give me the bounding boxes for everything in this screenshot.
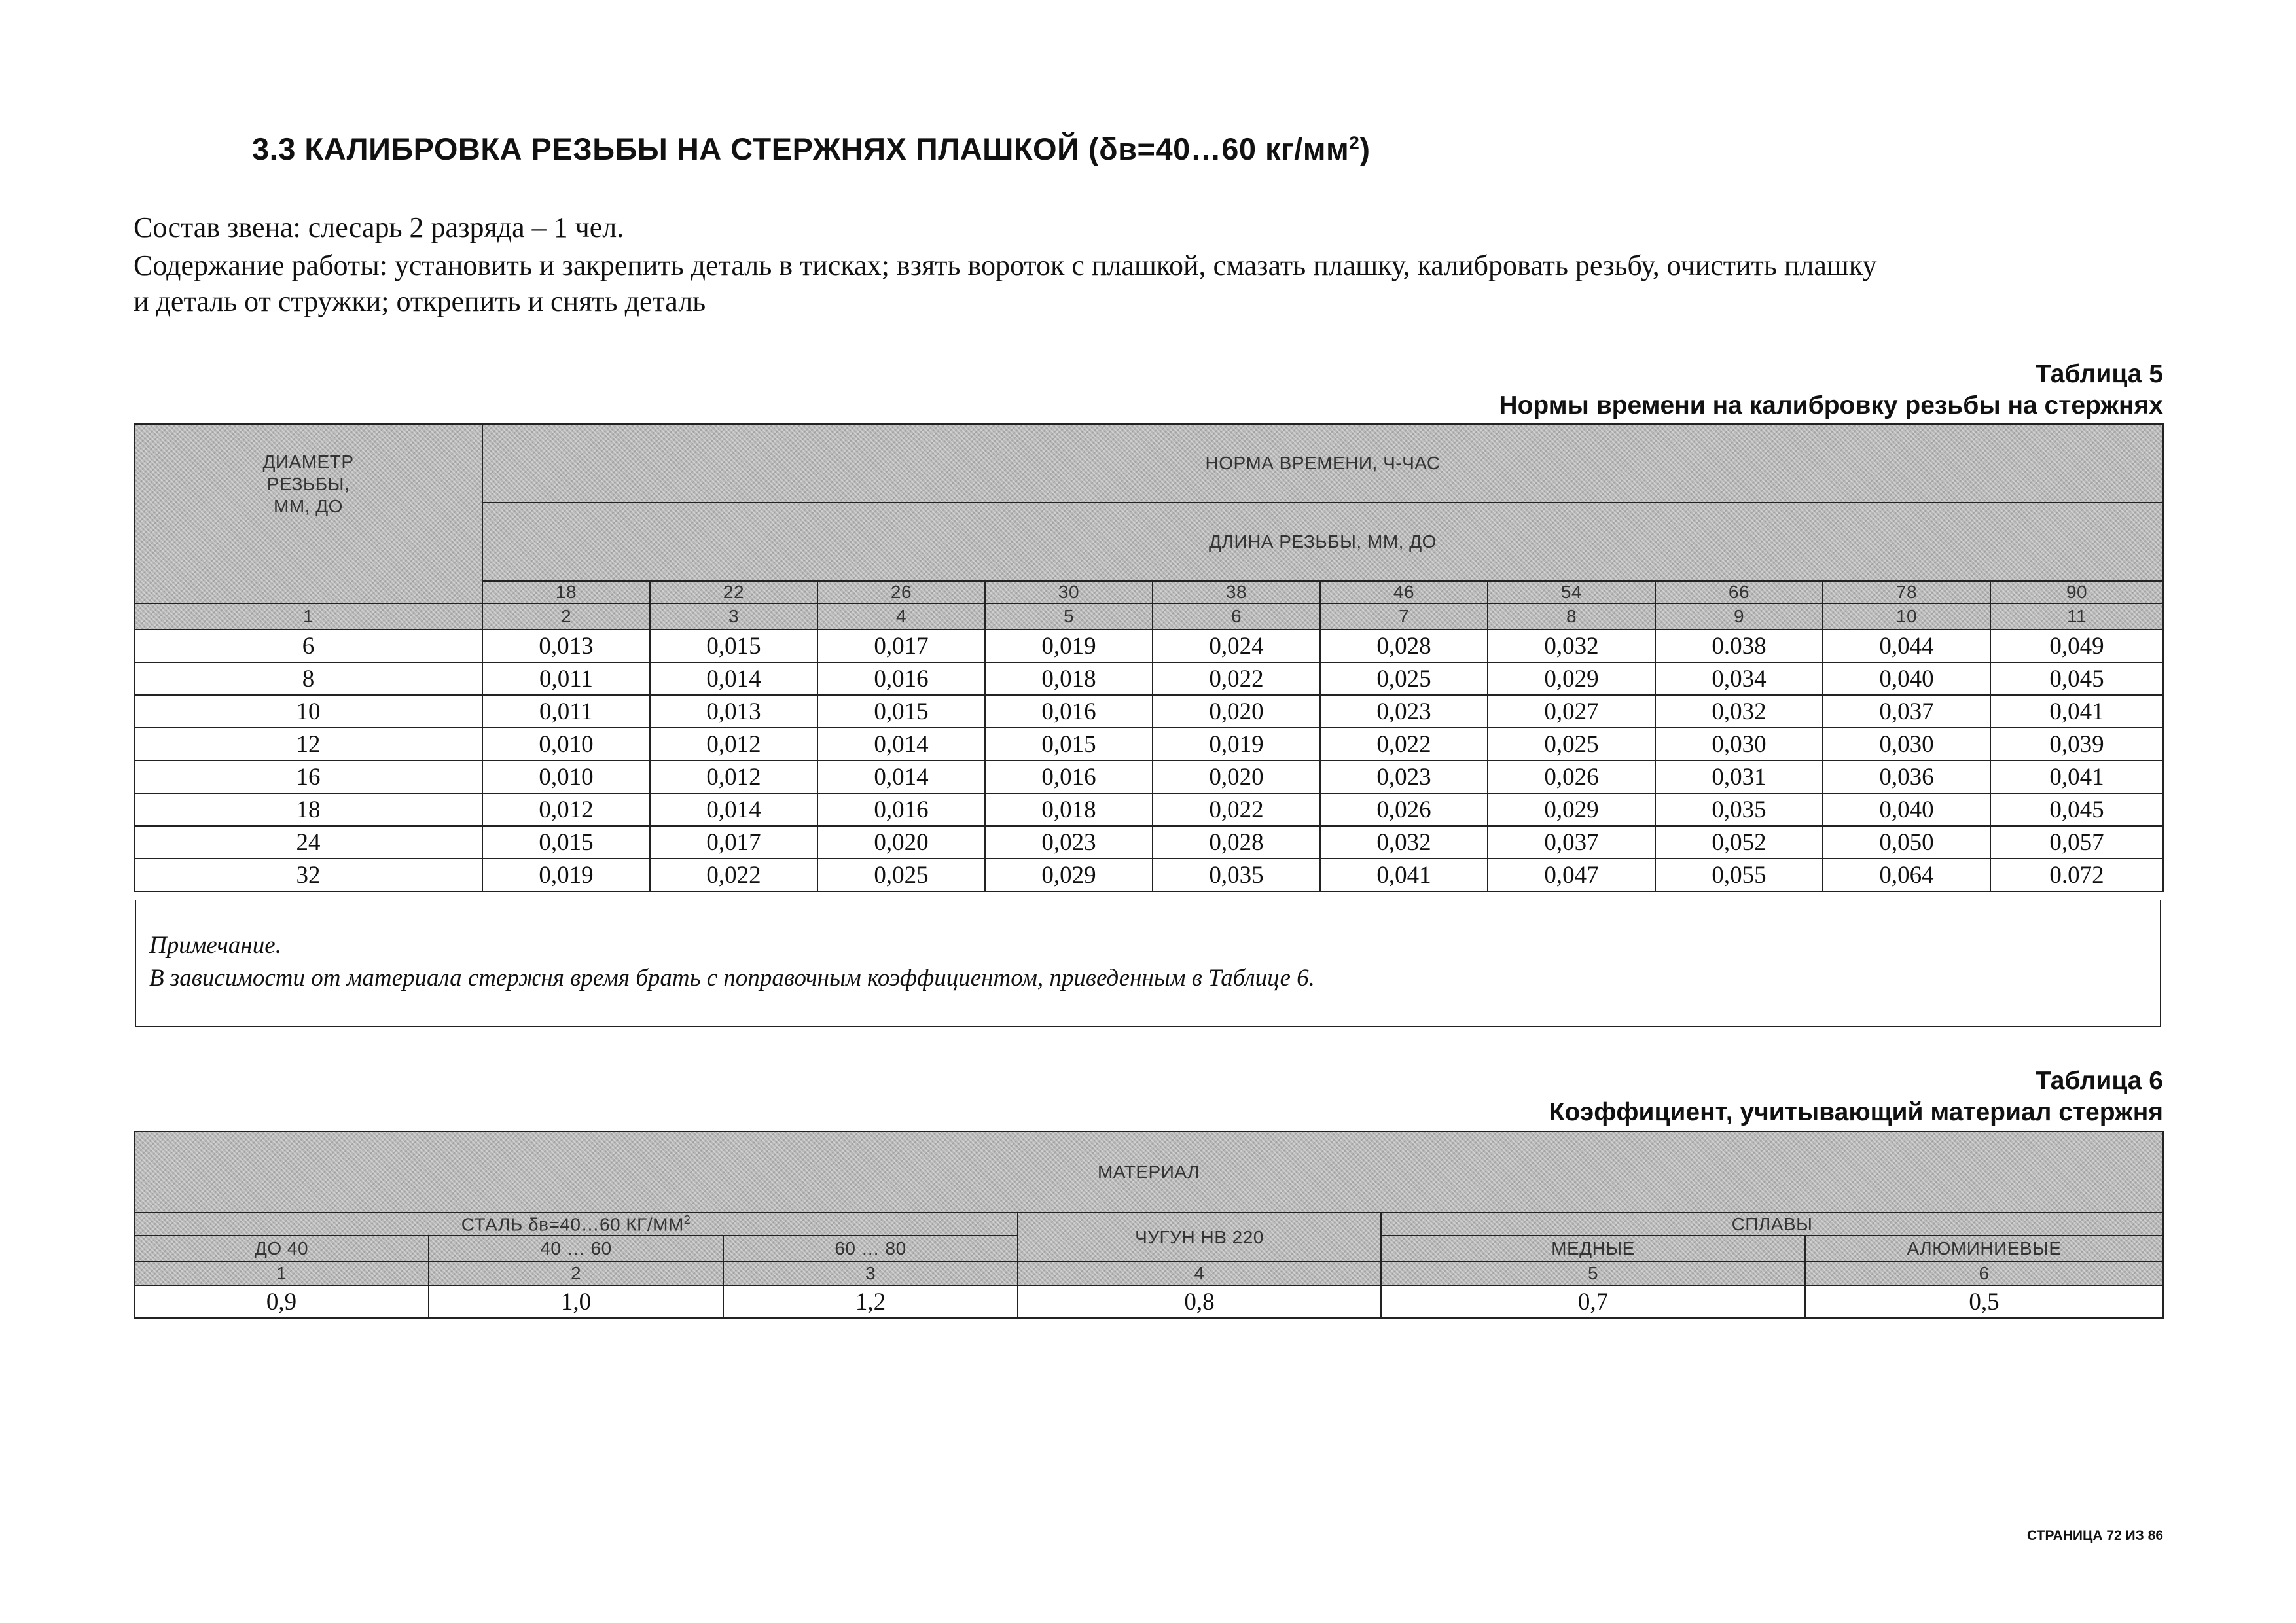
value-cell: 0,018 [985, 662, 1153, 695]
note-title: Примечание. [149, 932, 281, 959]
value-cell: 0,016 [817, 662, 985, 695]
coefficient-cell: 0,9 [134, 1285, 429, 1318]
value-cell: 0,040 [1823, 662, 1990, 695]
sub-header: АЛЮМИНИЕВЫЕ [1805, 1236, 2163, 1262]
work-content-line-1: Содержание работы: установить и закрепить деталь в тисках; взять вороток с плашкой, смазать плашку, калибровать резьбу, очистить плашку [134, 249, 1877, 281]
length-header: 30 [985, 581, 1153, 603]
column-number: 3 [650, 603, 817, 630]
diameter-cell: 32 [134, 859, 482, 891]
value-cell: 0,024 [1153, 630, 1320, 662]
value-cell: 0,016 [985, 760, 1153, 793]
sub-header: 40 … 60 [429, 1236, 723, 1262]
work-content-line-2: и деталь от стружки; открепить и снять деталь [134, 285, 706, 317]
value-cell: 0,044 [1823, 630, 1990, 662]
value-cell: 0,028 [1153, 826, 1320, 859]
coefficient-cell: 0,8 [1018, 1285, 1381, 1318]
diameter-header-line-3: ММ, ДО [274, 496, 343, 516]
length-header: 66 [1655, 581, 1823, 603]
column-number: 2 [482, 603, 650, 630]
value-cell: 0,036 [1823, 760, 1990, 793]
table5-body [134, 630, 2163, 891]
column-number: 7 [1320, 603, 1488, 630]
sub-header: 60 … 80 [723, 1236, 1018, 1262]
length-header: 46 [1320, 581, 1488, 603]
value-cell: 0,045 [1990, 662, 2163, 695]
value-cell: 0,020 [1153, 695, 1320, 728]
column-number: 4 [817, 603, 985, 630]
value-cell: 0,050 [1823, 826, 1990, 859]
diameter-cell: 10 [134, 695, 482, 728]
value-cell: 0,016 [817, 793, 985, 826]
value-cell: 0,039 [1990, 728, 2163, 760]
value-cell: 0,032 [1488, 630, 1655, 662]
value-cell: 0,025 [817, 859, 985, 891]
table-row [134, 859, 2163, 891]
table-row [134, 760, 2163, 793]
value-cell: 0,012 [482, 793, 650, 826]
value-cell: 0,011 [482, 662, 650, 695]
value-cell: 0,010 [482, 760, 650, 793]
table5-label: Таблица 5 [2035, 360, 2163, 388]
crew-composition: Состав звена: слесарь 2 разряда – 1 чел. [134, 211, 624, 243]
column-number: 6 [1153, 603, 1320, 630]
value-cell: 0,026 [1488, 760, 1655, 793]
value-cell: 0,017 [650, 826, 817, 859]
value-cell: 0,030 [1823, 728, 1990, 760]
length-header: 18 [482, 581, 650, 603]
value-cell: 0,022 [650, 859, 817, 891]
value-cell: 0,023 [1320, 695, 1488, 728]
diameter-cell: 18 [134, 793, 482, 826]
column-number: 2 [429, 1262, 723, 1285]
table-row [134, 826, 2163, 859]
value-cell: 0,025 [1488, 728, 1655, 760]
value-cell: 0,052 [1655, 826, 1823, 859]
value-cell: 0,014 [817, 760, 985, 793]
value-cell: 0,022 [1153, 793, 1320, 826]
value-cell: 0,045 [1990, 793, 2163, 826]
value-cell: 0.038 [1655, 630, 1823, 662]
value-cell: 0,030 [1655, 728, 1823, 760]
value-cell: 0,016 [985, 695, 1153, 728]
value-cell: 0,029 [1488, 793, 1655, 826]
value-cell: 0,015 [985, 728, 1153, 760]
value-cell: 0,011 [482, 695, 650, 728]
value-cell: 0,032 [1320, 826, 1488, 859]
diameter-header-line-1: ДИАМЕТР [262, 452, 354, 472]
diameter-header-line-2: РЕЗЬБЫ, [266, 474, 350, 494]
value-cell: 0,014 [650, 793, 817, 826]
value-cell: 0,035 [1153, 859, 1320, 891]
value-cell: 0,027 [1488, 695, 1655, 728]
value-cell: 0,041 [1990, 760, 2163, 793]
table-row [134, 728, 2163, 760]
value-cell: 0,013 [650, 695, 817, 728]
section-title-sup: 2 [1349, 132, 1360, 153]
column-number: 3 [723, 1262, 1018, 1285]
value-cell: 0,015 [817, 695, 985, 728]
value-cell: 0,037 [1823, 695, 1990, 728]
value-cell: 0,032 [1655, 695, 1823, 728]
value-cell: 0,031 [1655, 760, 1823, 793]
value-cell: 0,023 [985, 826, 1153, 859]
coefficient-cell: 0,5 [1805, 1285, 2163, 1318]
diameter-cell: 6 [134, 630, 482, 662]
value-cell: 0,034 [1655, 662, 1823, 695]
value-cell: 0,017 [817, 630, 985, 662]
value-cell: 0,026 [1320, 793, 1488, 826]
material-header: МАТЕРИАЛ [134, 1132, 2163, 1213]
value-cell: 0,014 [650, 662, 817, 695]
diameter-cell: 12 [134, 728, 482, 760]
column-number: 5 [1381, 1262, 1805, 1285]
value-cell: 0,049 [1990, 630, 2163, 662]
value-cell: 0,047 [1488, 859, 1655, 891]
page-number: СТРАНИЦА 72 ИЗ 86 [2026, 1528, 2163, 1543]
length-header: 54 [1488, 581, 1655, 603]
sub-header: МЕДНЫЕ [1381, 1236, 1805, 1262]
value-cell: 0,012 [650, 760, 817, 793]
note-text: В зависимости от материала стержня время брать с поправочным коэффициентом, приведенным в Таблице 6. [149, 965, 1315, 991]
section-title [252, 131, 1371, 167]
table-row [134, 630, 2163, 662]
length-header: 38 [1153, 581, 1320, 603]
value-cell: 0,013 [482, 630, 650, 662]
value-cell: 0,018 [985, 793, 1153, 826]
value-cell: 0,019 [985, 630, 1153, 662]
table-row [134, 1285, 2163, 1318]
cast-iron-header: ЧУГУН НВ 220 [1018, 1213, 1381, 1262]
column-number: 10 [1823, 603, 1990, 630]
coefficient-cell: 0,7 [1381, 1285, 1805, 1318]
value-cell: 0,028 [1320, 630, 1488, 662]
value-cell: 0,035 [1655, 793, 1823, 826]
steel-header-sup: 2 [683, 1213, 691, 1226]
column-number: 11 [1990, 603, 2163, 630]
alloys-header: СПЛАВЫ [1381, 1213, 2163, 1236]
steel-header-text: СТАЛЬ δв=40…60 КГ/ММ [461, 1214, 684, 1235]
value-cell: 0,020 [817, 826, 985, 859]
value-cell: 0,015 [482, 826, 650, 859]
coefficient-cell: 1,2 [723, 1285, 1018, 1318]
value-cell: 0,055 [1655, 859, 1823, 891]
column-number: 8 [1488, 603, 1655, 630]
column-number: 9 [1655, 603, 1823, 630]
value-cell: 0,010 [482, 728, 650, 760]
value-cell: 0,015 [650, 630, 817, 662]
time-norms-table [134, 423, 2164, 892]
value-cell: 0,057 [1990, 826, 2163, 859]
value-cell: 0.072 [1990, 859, 2163, 891]
value-cell: 0,022 [1153, 662, 1320, 695]
value-cell: 0,029 [985, 859, 1153, 891]
diameter-cell: 8 [134, 662, 482, 695]
length-header: 22 [650, 581, 817, 603]
column-number: 1 [134, 603, 482, 630]
table6-caption: Коэффициент, учитывающий материал стержня [1549, 1098, 2163, 1126]
value-cell: 0,014 [817, 728, 985, 760]
value-cell: 0,025 [1320, 662, 1488, 695]
length-header: 26 [817, 581, 985, 603]
time-norm-header: НОРМА ВРЕМЕНИ, Ч-ЧАС [482, 424, 2163, 503]
column-number: 5 [985, 603, 1153, 630]
column-number: 6 [1805, 1262, 2163, 1285]
value-cell: 0,041 [1990, 695, 2163, 728]
coefficient-cell: 1,0 [429, 1285, 723, 1318]
table-row [134, 793, 2163, 826]
value-cell: 0,019 [482, 859, 650, 891]
value-cell: 0,020 [1153, 760, 1320, 793]
value-cell: 0,012 [650, 728, 817, 760]
section-title-text: 3.3 КАЛИБРОВКА РЕЗЬБЫ НА СТЕРЖНЯХ ПЛАШКОЙ (δв=40…60 кг/мм [252, 132, 1350, 166]
value-cell: 0,040 [1823, 793, 1990, 826]
table6-label: Таблица 6 [2035, 1067, 2163, 1095]
section-title-close: ) [1359, 132, 1371, 166]
table-row [134, 695, 2163, 728]
diameter-cell: 24 [134, 826, 482, 859]
sub-header: ДО 40 [134, 1236, 429, 1262]
value-cell: 0,023 [1320, 760, 1488, 793]
thread-length-header: ДЛИНА РЕЗЬБЫ, ММ, ДО [482, 503, 2163, 581]
value-cell: 0,019 [1153, 728, 1320, 760]
column-number: 1 [134, 1262, 429, 1285]
table-row [134, 662, 2163, 695]
steel-header [134, 1213, 1018, 1236]
table5-note [135, 900, 2161, 1027]
diameter-header [134, 424, 482, 603]
value-cell: 0,029 [1488, 662, 1655, 695]
length-header: 78 [1823, 581, 1990, 603]
value-cell: 0,037 [1488, 826, 1655, 859]
value-cell: 0,022 [1320, 728, 1488, 760]
material-coefficient-table [134, 1131, 2164, 1319]
diameter-cell: 16 [134, 760, 482, 793]
value-cell: 0,064 [1823, 859, 1990, 891]
column-number: 4 [1018, 1262, 1381, 1285]
table5-caption: Нормы времени на калибровку резьбы на стержнях [1499, 391, 2163, 419]
value-cell: 0,041 [1320, 859, 1488, 891]
length-header: 90 [1990, 581, 2163, 603]
